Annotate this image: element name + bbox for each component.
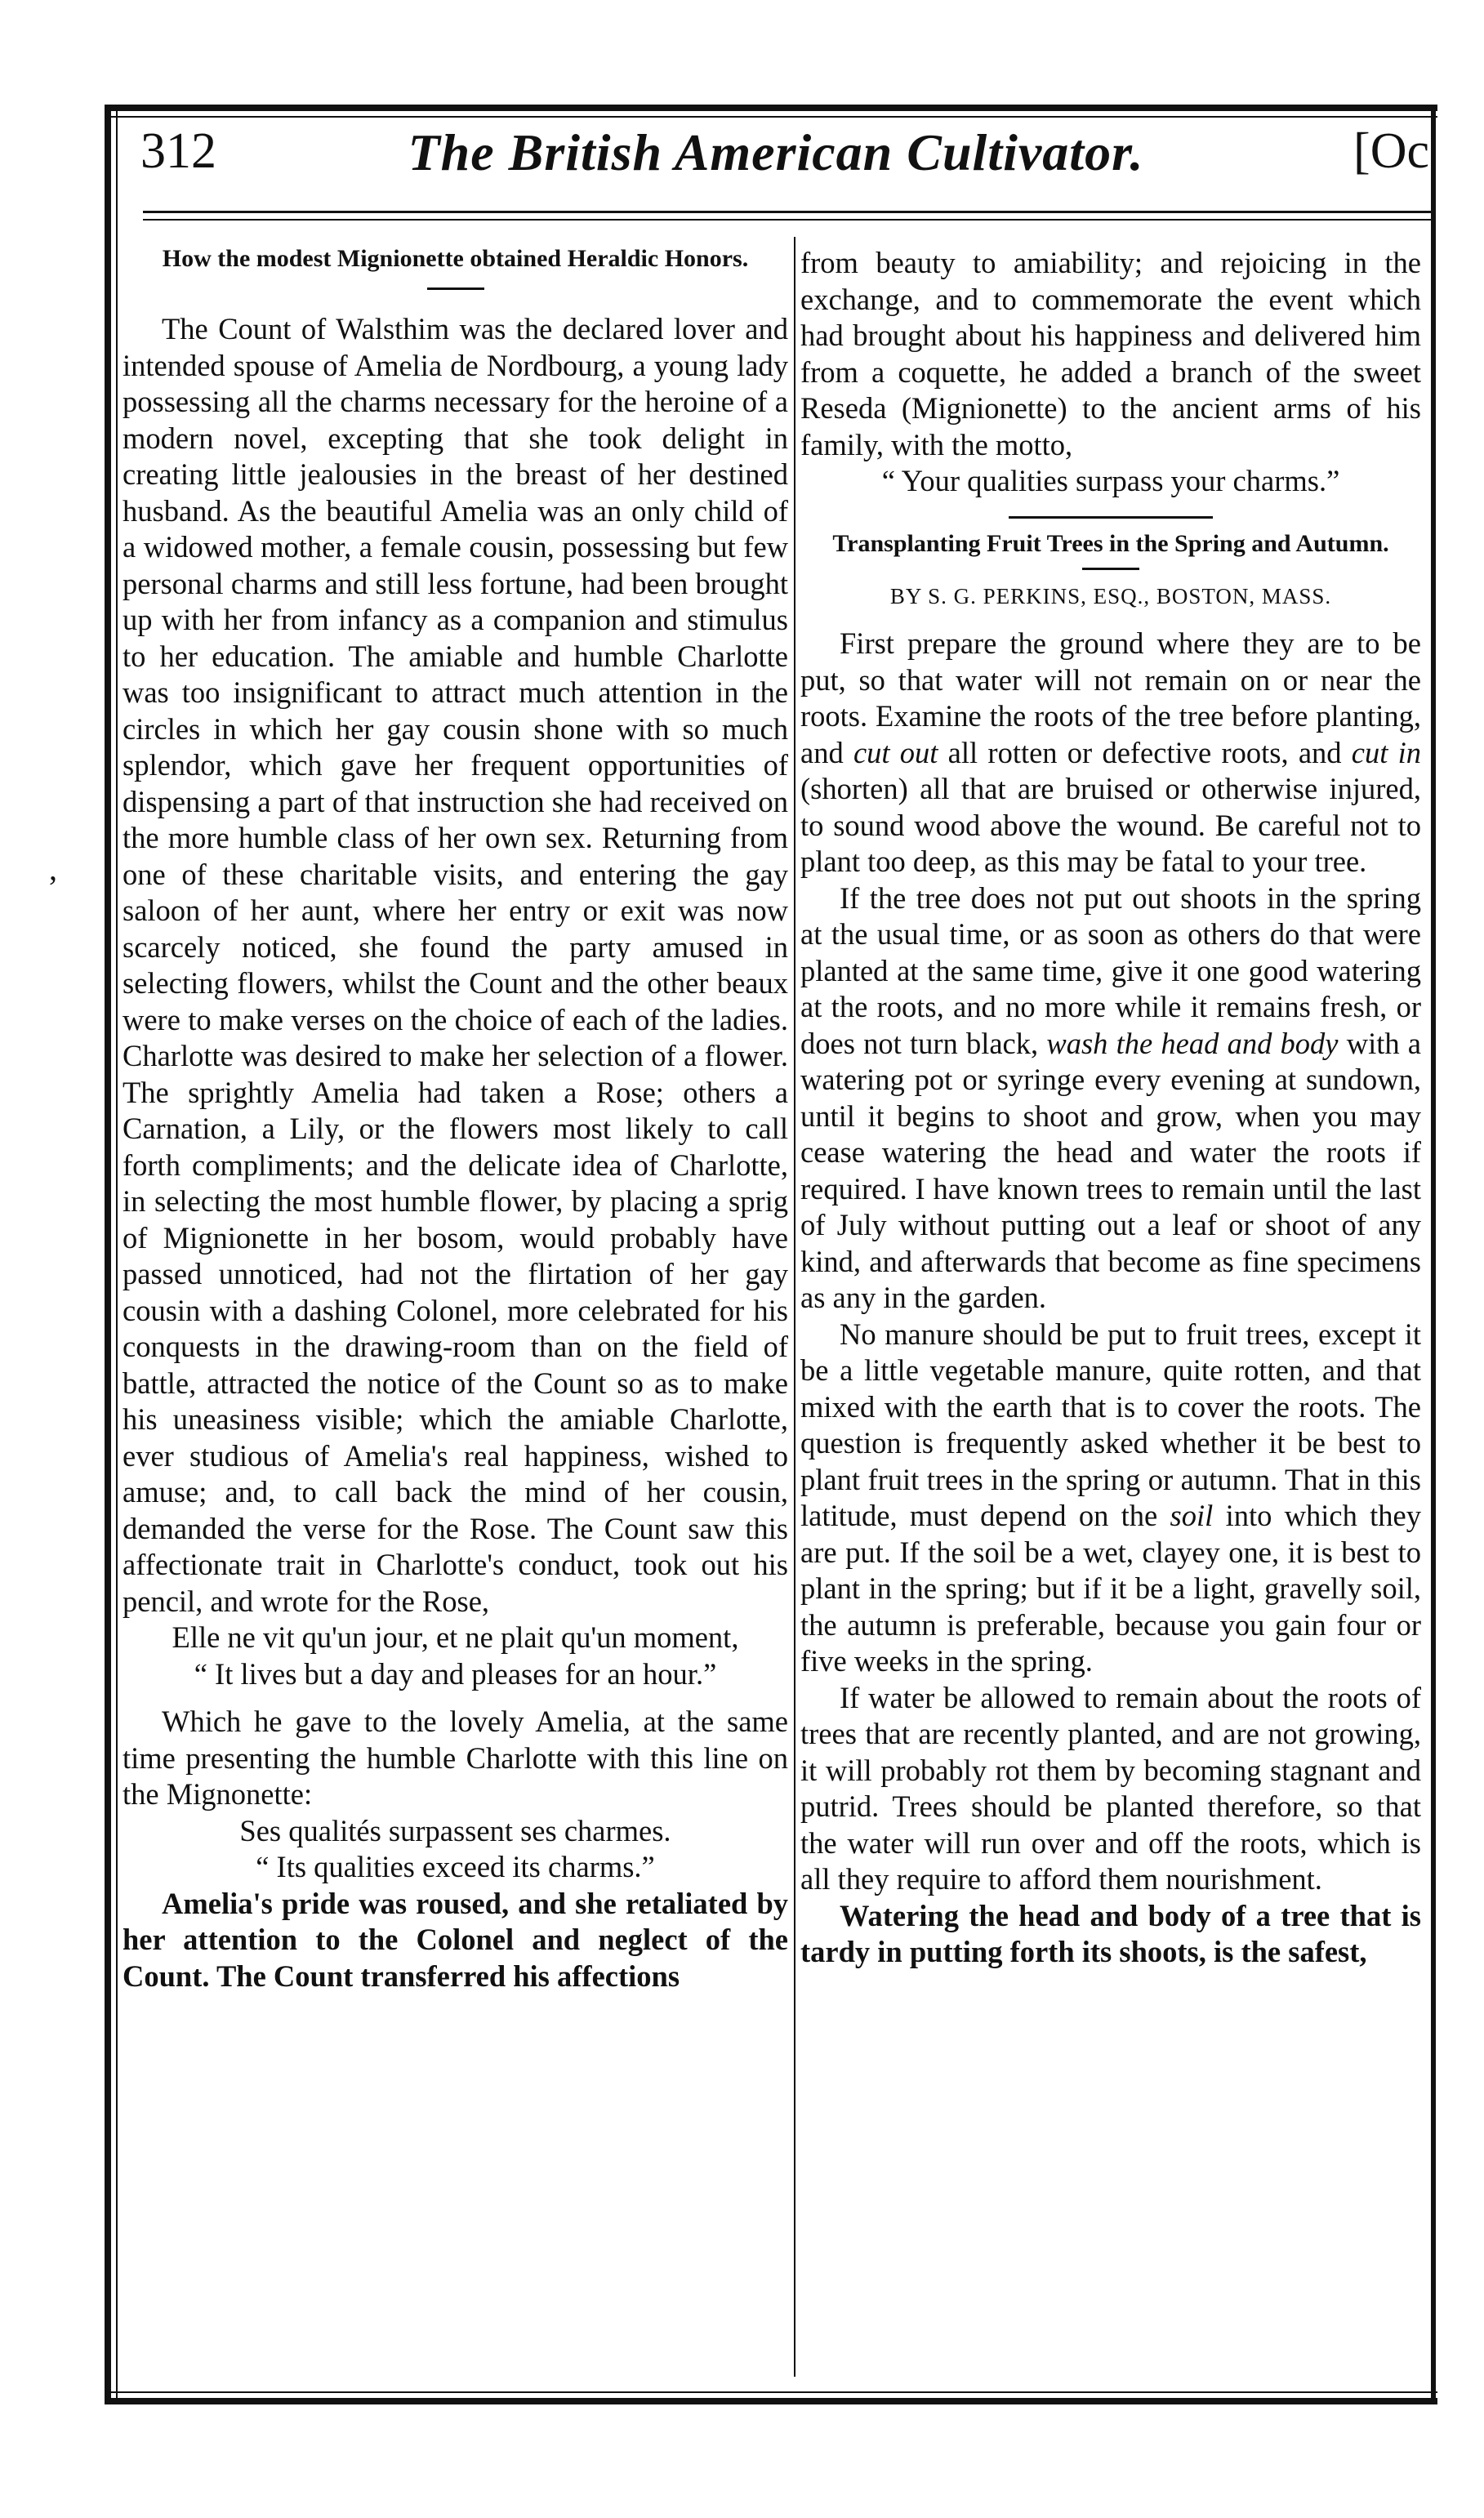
top-border-thin — [105, 116, 1437, 118]
paragraph-continued: from beauty to amiability; and rejoicing in the exchange, and to commemorate the event which had brought about his happiness and delivered him from a coquette, he added a branch of the sweet Reseda (Mignionette) to the ancient arms of his family, with the motto, — [800, 246, 1421, 461]
title-dash — [1082, 568, 1139, 570]
paragraph: If the tree does not put out shoots in the spring at the usual time, or as soon as others do that were planted at the same time, give it one good watering at the roots, and no more while it remains fresh, or does not turn black, wash the head and body with a watering pot or syringe every evening at sundown, until it begins to shoot and grow, when you may cease watering the head and water the roots if required. I have known trees to remain until the last of July without putting out a leaf or shoot of any kind, and afterwards that become as fine specimens as any in the garden. — [800, 880, 1421, 1314]
right-border — [1431, 105, 1436, 2404]
paragraph: Watering the head and body of a tree that is tardy in putting forth its shoots, is the safest, — [800, 1898, 1421, 1968]
header-rule-2 — [143, 219, 1432, 221]
top-border-thick — [105, 105, 1437, 111]
title-dash — [427, 287, 484, 290]
verse-french-2: Ses qualités surpassent ses charmes. “ Its qualities exceed its charms.” — [239, 1813, 671, 1883]
verse-english-2: “ Its qualities exceed its charms.” — [256, 1850, 655, 1883]
page-header — [123, 123, 1429, 196]
verse-french: Elle ne vit qu'un jour, et ne plait qu'un moment, “ It lives but a day and pleases for an hour.” — [172, 1620, 739, 1691]
article-separator — [1009, 516, 1213, 519]
month-fragment: [Oc — [1353, 123, 1429, 179]
running-title: The British American Cultivator. — [408, 123, 1144, 181]
paragraph: If water be allowed to remain about the roots of trees that are recently planted, and are not growing, it will probably rot them by becoming stagnant and putrid. Trees should be planted therefore, so that the water will run over and off the roots, which is all they require to afford them nourishment. — [800, 1680, 1421, 1896]
left-border — [105, 105, 111, 2404]
column-divider — [794, 237, 795, 2377]
paragraph: The Count of Walsthim was the declared lover and intended spouse of Amelia de Nordbourg, a young lady possessing all the charms necessary for the heroine of a modern novel, excepting that she took delight in creating little jealousies in the breast of her destined husband. As the beautiful Amelia was an only child of a widowed mother, a female cousin, possessing but few personal charms and still less fortune, had been brought up with her from infancy as a companion and stimulus to her education. The amiable and humble Charlotte was too insignificant to attract much attention in the circles in which her gay cousin shone with so much splendor, which gave her frequent opportunities of dispensing a part of that instruction she had received on the more humble class of her own sex. Returning from one of these charitable visits, and entering the gay saloon of her aunt, where her entry or exit was now scarcely noticed, she found the party amused in selecting flowers, whilst the Count and the other beaux were to make verses on the choice of each of the ladies. Charlotte was desired to make her selection of a flower. The sprightly Amelia had taken a Rose; others a Carnation, a Lily, or the flowers most likely to call forth compliments; and the delicate idea of Charlotte, in selecting the most humble flower, by placing a sprig of Mignionette in her bosom, would probably have passed unnoticed, had not the flirtation of her gay cousin with a dashing Colonel, more celebrated for his conquests in the drawing-room than on the field of battle, attracted the notice of the Count so as to make his uneasiness visible; which the amiable Charlotte, ever studious of Amelia's real happiness, wished to amuse; and, to call back the mind of her cousin, demanded the verse for the Rose. The Count saw this affectionate trait in Charlotte's conduct, took out his pencil, and wrote for the Rose, — [123, 312, 788, 1618]
byline: BY S. G. PERKINS, ESQ., BOSTON, MASS. — [889, 583, 1332, 608]
verse-english: “ It lives but a day and pleases for an hour.” — [194, 1656, 717, 1691]
left-border-thin — [116, 105, 118, 2404]
left-column — [123, 245, 788, 1994]
article-title-transplanting: Transplanting Fruit Trees in the Spring and Autumn. — [832, 529, 1389, 557]
paragraph: No manure should be put to fruit trees, except it be a little vegetable manure, quite rotten, and that mixed with the earth that is to cover the roots. The question is frequently asked whether it be best to plant fruit trees in the spring or autumn. That in this latitude, must depend on the soil into which they are put. If the soil be a wet, clayey one, it is best to plant in the spring; but if it be a light, gravelly soil, the autumn is preferable, because you gain four or five weeks in the spring. — [800, 1317, 1421, 1678]
motto: “ Your qualities surpass your charms.” — [881, 464, 1340, 497]
article-title-mignionette: How the modest Mignionette obtained Heraldic Honors. — [162, 245, 749, 272]
paragraph: First prepare the ground where they are to be put, so that water will not remain on or near the roots. Examine the roots of the tree before planting, and cut out all rotten or defective roots, and cut in (shorten) all that are bruised or otherwise injured, to sound wood above the wound. Be careful not to plant too deep, as this may be fatal to your tree. — [800, 626, 1421, 878]
paragraph: Which he gave to the lovely Amelia, at the same time presenting the humble Charlotte with this line on the Mignonette: — [123, 1705, 788, 1811]
right-column — [800, 245, 1421, 2467]
margin-mark: , — [49, 850, 57, 887]
page-number: 312 — [140, 123, 216, 179]
header-rule — [143, 211, 1432, 213]
paragraph: Amelia's pride was roused, and she retaliated by her attention to the Colonel and neglect of the Count. The Count transferred his affections — [123, 1886, 788, 1993]
